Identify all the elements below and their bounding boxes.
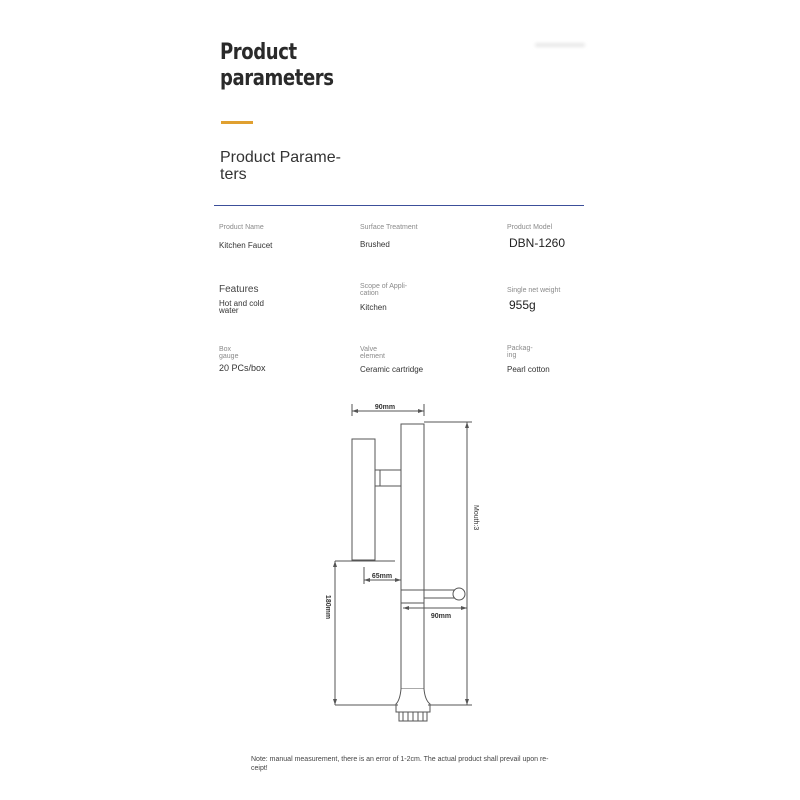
features-value-line-2: water [219, 306, 239, 315]
box-gauge-value: 20 PCs/box [219, 363, 266, 373]
faucet-connector [375, 470, 401, 486]
features-label: Features [219, 284, 259, 295]
product-name-value: Kitchen Faucet [219, 241, 273, 250]
lever-knob [453, 588, 465, 600]
dim-label-bottom-width: 90mm [430, 613, 452, 620]
product-name-label: Product Name [219, 224, 264, 231]
faucet-base-flare [396, 689, 430, 712]
dim-label-top-width: 90mm [374, 404, 396, 411]
dim-label-handle-offset: 65mm [371, 573, 393, 580]
packaging-value: Pearl cotton [507, 365, 550, 374]
features-value-line-1: Hot and cold [219, 299, 264, 308]
scope-label-line-1: Scope of Appli- [360, 283, 408, 290]
valve-label-line-2: element [360, 353, 385, 360]
packaging-label-line-2: ing [507, 352, 517, 359]
valve-value: Ceramic cartridge [360, 365, 424, 374]
note-line-1: Note: manual measurement, there is an error of 1-2cm. The actual product shall prevail upon re- [251, 756, 549, 763]
measurement-note [251, 755, 591, 773]
surface-treatment-label: Surface Treatment [360, 224, 418, 231]
product-model-label: Product Model [507, 224, 553, 231]
note-line-2: ceipt! [251, 765, 268, 772]
box-gauge-label-line-2: gauge [219, 353, 239, 360]
weight-label: Single net weight [507, 287, 561, 294]
section-title-line-2: ters [220, 166, 247, 183]
page-title-line-2: parameters [220, 66, 334, 91]
faucet-side-body [352, 439, 375, 560]
section-title-line-1: Product Parame- [220, 149, 341, 166]
page-title-line-1: Product [220, 40, 297, 65]
dim-label-left-height: 180mm [324, 594, 331, 620]
weight-value: 955g [509, 298, 536, 312]
packaging-label-line-1: Packag- [507, 345, 533, 352]
valve-label-line-1: Valve [360, 346, 377, 353]
product-model-value: DBN-1260 [509, 236, 566, 250]
scope-label-line-2: cation [360, 290, 379, 297]
faucet-main-column [401, 424, 424, 689]
scope-value: Kitchen [360, 303, 387, 312]
surface-treatment-value: Brushed [360, 240, 390, 249]
dim-label-right-height: Mouth:3 [472, 505, 479, 531]
box-gauge-label-line-1: Box [219, 346, 232, 353]
